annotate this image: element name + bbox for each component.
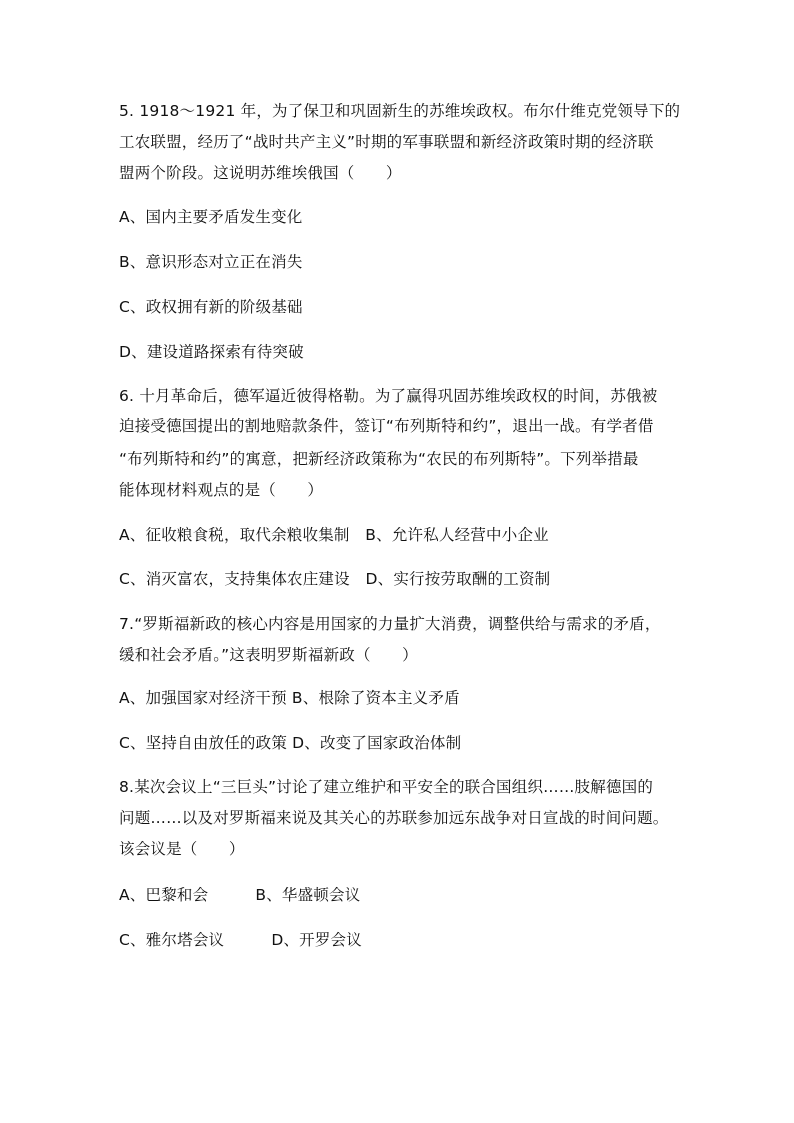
question-8-options-ab: A、巴黎和会 B、华盛顿会议 — [119, 886, 361, 904]
question-6-stem-line-4: 能体现材料观点的是（ ） — [119, 481, 324, 499]
question-6-stem-line-3: “布列斯特和约”的寓意，把新经济政策称为“农民的布列斯特”。下列举措最 — [119, 450, 639, 468]
question-5-option-c: C、政权拥有新的阶级基础 — [119, 298, 303, 316]
question-8-stem-line-2: 问题……以及对罗斯福来说及其关心的苏联参加远东战争对日宣战的时间问题。 — [119, 809, 669, 827]
question-6-options-cd: C、消灭富农，支持集体农庄建设 D、实行按劳取酬的工资制 — [119, 570, 551, 588]
question-7-stem-line-1: 7.“罗斯福新政的核心内容是用国家的力量扩大消费，调整供给与需求的矛盾， — [119, 615, 661, 633]
question-5-stem-line-3: 盟两个阶段。这说明苏维埃俄国（ ） — [119, 164, 402, 182]
question-5-stem-line-1: 5. 1918～1921 年，为了保卫和巩固新生的苏维埃政权。布尔什维克党领导下的 — [119, 102, 681, 120]
question-7-options-ab: A、加强国家对经济干预 B、根除了资本主义矛盾 — [119, 689, 460, 707]
question-6-stem-line-2: 迫接受德国提出的割地赔款条件，签订“布列斯特和约”，退出一战。有学者借 — [119, 417, 654, 435]
question-8-stem-line-1: 8.某次会议上“三巨头”讨论了建立维护和平安全的联合国组织……肢解德国的 — [119, 778, 654, 796]
question-8-options-cd: C、雅尔塔会议 D、开罗会议 — [119, 931, 362, 949]
question-5-stem-line-2: 工农联盟，经历了“战时共产主义”时期的军事联盟和新经济政策时期的经济联 — [119, 133, 654, 151]
question-6-stem-line-1: 6. 十月革命后，德军逼近彼得格勒。为了赢得巩固苏维埃政权的时间，苏俄被 — [119, 387, 658, 405]
question-5-option-b: B、意识形态对立正在消失 — [119, 253, 303, 271]
question-5-option-a: A、国内主要矛盾发生变化 — [119, 208, 303, 226]
question-7-options-cd: C、坚持自由放任的政策 D、改变了国家政治体制 — [119, 734, 462, 752]
question-7-stem-line-2: 缓和社会矛盾。”这表明罗斯福新政（ ） — [119, 646, 418, 664]
question-6-options-ab: A、征收粮食税，取代余粮收集制 B、允许私人经营中小企业 — [119, 526, 549, 544]
question-8-stem-line-3: 该会议是（ ） — [119, 840, 245, 858]
question-5-option-d: D、建设道路探索有待突破 — [119, 343, 304, 361]
